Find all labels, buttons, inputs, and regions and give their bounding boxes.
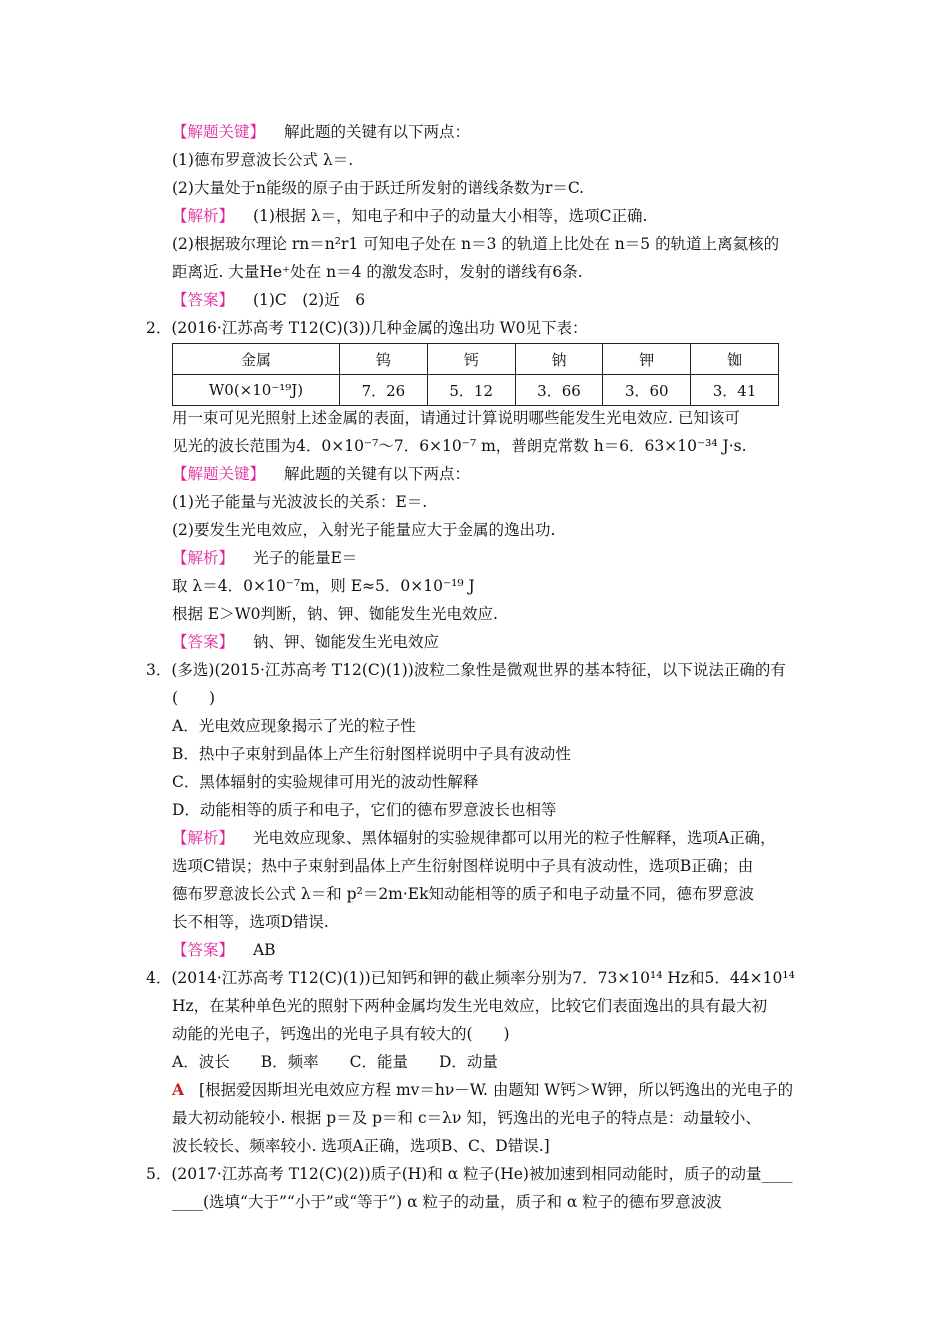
table-cell: 3．60	[603, 375, 691, 406]
q1-answer-line: 【答案】 (1)C (2)近 6	[172, 291, 366, 309]
table-header-cell: 金属	[173, 344, 340, 375]
q2-solution-line: 【解析】 光子的能量E＝	[172, 549, 358, 567]
q2-solution-2: 取 λ＝4．0×10⁻⁷m，则 E≈5．0×10⁻¹⁹ J	[172, 577, 475, 595]
option-d: D．动能相等的质子和电子，它们的德布罗意波长也相等	[172, 801, 557, 819]
table-row	[173, 344, 779, 375]
question-3-stem: 3．(多选)(2015·江苏高考 T12(C)(1))波粒二象性是微观世界的基本特征，以下说法正确的有	[146, 661, 786, 679]
answer-tag: 【答案】	[172, 291, 235, 309]
table-header-cell: 钾	[603, 344, 691, 375]
table-row	[173, 375, 779, 406]
answer-letter: A	[172, 1080, 185, 1099]
q4-solution-line: A [根据爱因斯坦光电效应方程 mv＝hν－W. 由题知 W钙＞W钾，所以钙逸出的光电子的	[172, 1080, 794, 1099]
question-4-options: A．波长 B．频率 C．能量 D．动量	[172, 1053, 498, 1071]
q1-key-2: (2)大量处于n能级的原子由于跃迁所发射的谱线条数为r＝C.	[172, 179, 585, 197]
q2-key-2: (2)要发生光电效应，入射光子能量应大于金属的逸出功.	[172, 521, 556, 539]
question-2-body-1: 用一束可见光照射上述金属的表面，请通过计算说明哪些能发生光电效应. 已知该可	[172, 409, 740, 427]
solution-tag: 【解析】	[172, 549, 235, 567]
solution-tag: 【解析】	[172, 207, 235, 225]
answer-tag: 【答案】	[172, 633, 235, 651]
option-a: A．光电效应现象揭示了光的粒子性	[172, 717, 416, 735]
table-cell: 3．66	[515, 375, 603, 406]
q3-solution-3: 德布罗意波长公式 λ＝和 p²＝2m·Ek知动能相等的质子和电子动量不同，德布罗意波	[172, 885, 755, 903]
q2-key-line: 【解题关键】 解此题的关键有以下两点：	[172, 465, 470, 483]
q3-answer-line: 【答案】 AB	[172, 941, 276, 959]
question-4-body-2: 动能的光电子，钙逸出的光电子具有较大的( )	[172, 1025, 510, 1043]
q1-key-line: 【解题关键】 解此题的关键有以下两点：	[172, 123, 470, 141]
q1-solution-line: 【解析】 (1)根据 λ＝，知电子和中子的动量大小相等，选项C正确.	[172, 207, 648, 225]
q1-key-1: (1)德布罗意波长公式 λ＝.	[172, 151, 354, 169]
table-cell: 3．41	[691, 375, 779, 406]
table-header-cell: 铷	[691, 344, 779, 375]
key-tag: 【解题关键】	[172, 123, 266, 141]
table-header-cell: 钨	[340, 344, 428, 375]
q3-solution-2: 选项C错误；热中子束射到晶体上产生衍射图样说明中子具有波动性，选项B正确；由	[172, 857, 754, 875]
q1-solution-2: (2)根据玻尔理论 rn＝n²r1 可知电子处在 n＝3 的轨道上比处在 n＝5 的轨道上离氦核的	[172, 235, 780, 253]
q1-solution-3: 距离近. 大量He⁺处在 n＝4 的激发态时，发射的谱线有6条.	[172, 263, 583, 281]
q2-solution-3: 根据 E＞W0判断，钠、钾、铷能发生光电效应.	[172, 605, 498, 623]
q3-solution-4: 长不相等，选项D错误.	[172, 913, 329, 931]
table-header-cell: 钠	[515, 344, 603, 375]
question-2-stem: 2．(2016·江苏高考 T12(C)(3))几种金属的逸出功 W0见下表：	[146, 319, 588, 337]
q4-solution-2: 最大初动能较小. 根据 p＝及 p＝和 c＝λν 知，钙逸出的光电子的特点是：动量较小、	[172, 1109, 761, 1127]
question-3-paren: ( )	[172, 689, 216, 707]
q4-solution-3: 波长较长、频率较小. 选项A正确，选项B、C、D错误.]	[172, 1137, 550, 1155]
work-function-table	[172, 343, 779, 406]
table-header-cell: 钙	[427, 344, 515, 375]
q2-answer-line: 【答案】 钠、钾、铷能发生光电效应	[172, 633, 439, 651]
option-b: B．热中子束射到晶体上产生衍射图样说明中子具有波动性	[172, 745, 571, 763]
solution-tag: 【解析】	[172, 829, 235, 847]
question-4-body-1: Hz，在某种单色光的照射下两种金属均发生光电效应，比较它们表面逸出的具有最大初	[172, 997, 768, 1015]
table-cell: 5．12	[427, 375, 515, 406]
option-c: C．黑体辐射的实验规律可用光的波动性解释	[172, 773, 479, 791]
question-4-stem: 4．(2014·江苏高考 T12(C)(1))已知钙和钾的截止频率分别为7．73×10¹⁴ Hz和5．44×10¹⁴	[146, 969, 795, 987]
q2-key-1: (1)光子能量与光波波长的关系：E＝.	[172, 493, 428, 511]
question-2-body-2: 见光的波长范围为4．0×10⁻⁷～7．6×10⁻⁷ m，普朗克常数 h＝6．63×10⁻³⁴ J·s.	[172, 437, 747, 455]
question-5-stem: 5．(2017·江苏高考 T12(C)(2))质子(H)和 α 粒子(He)被加速到相同动能时，质子的动量____	[146, 1165, 793, 1183]
table-row-label: W0(×10⁻¹⁹J)	[173, 375, 340, 406]
key-tag: 【解题关键】	[172, 465, 266, 483]
q3-solution-line: 【解析】 光电效应现象、黑体辐射的实验规律都可以用光的粒子性解释，选项A正确，	[172, 829, 776, 847]
table-cell: 7．26	[340, 375, 428, 406]
answer-tag: 【答案】	[172, 941, 235, 959]
question-5-body-1: ____(选填“大于”“小于”或“等于”) α 粒子的动量，质子和 α 粒子的德布罗意波波	[172, 1193, 722, 1211]
